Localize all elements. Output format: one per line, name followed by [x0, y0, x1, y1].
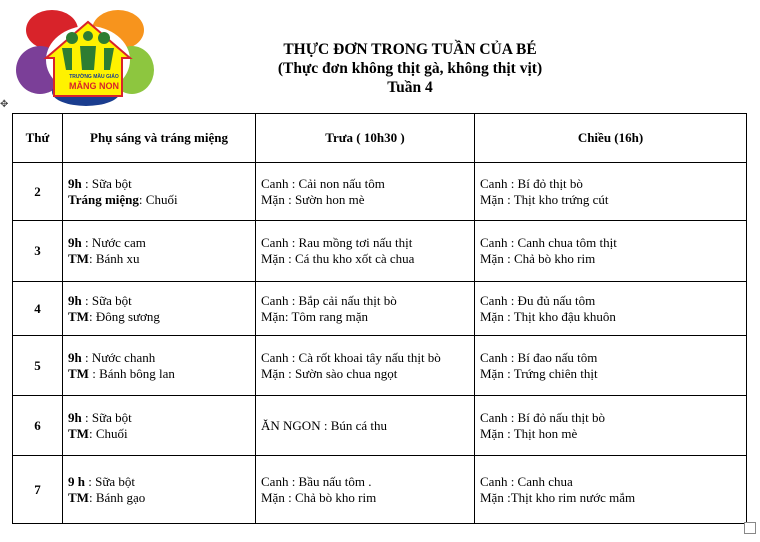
table-row: [13, 163, 747, 221]
title-line-3: Tuần 4: [387, 79, 433, 96]
header-lunch: Trưa ( 10h30 ): [256, 114, 475, 163]
morning-cell: 9 h : Sữa bột TM: Bánh gạo: [63, 456, 256, 524]
dinner-cell: Canh : Đu đủ nấu tôm Mặn : Thịt kho đậu khuôn: [475, 282, 747, 336]
lunch-cell: Canh : Bầu nấu tôm . Mặn : Chả bò kho rim: [256, 456, 475, 524]
lunch-cell: Canh : Cà rốt khoai tây nấu thịt bò Mặn : Sườn sào chua ngọt: [256, 336, 475, 396]
table-row: [13, 282, 747, 336]
logo-school-line: TRƯỜNG MẦU GIÁO: [69, 74, 119, 80]
header-dinner: Chiều (16h): [475, 114, 747, 163]
table-header-row: [13, 114, 747, 163]
dinner-cell: Canh : Canh chua tôm thịt Mặn : Chả bò kho rim: [475, 221, 747, 282]
day-cell: 7: [13, 456, 63, 524]
lunch-cell: Canh : Rau mồng tơi nấu thịt Mặn : Cá thu kho xốt cà chua: [256, 221, 475, 282]
header-morning: Phụ sáng và tráng miệng: [63, 114, 256, 163]
weekly-menu-table: [12, 113, 747, 524]
morning-cell: 9h : Sữa bột TM: Chuối: [63, 396, 256, 456]
day-cell: 2: [13, 163, 63, 221]
table-row: [13, 456, 747, 524]
dinner-cell: Canh : Bí đỏ nấu thịt bò Mặn : Thịt hon mè: [475, 396, 747, 456]
morning-cell: 9h : Nước cam TM: Bánh xu: [63, 221, 256, 282]
logo-school-name: MĂNG NON: [69, 81, 119, 91]
menu-title: [180, 40, 640, 97]
lunch-cell: Canh : Bắp cải nấu thịt bò Mặn: Tôm rang mặn: [256, 282, 475, 336]
title-line-1: THỰC ĐƠN TRONG TUẦN CỦA BÉ: [283, 41, 537, 58]
header-day: Thứ: [13, 114, 63, 163]
title-line-2: (Thực đơn không thịt gà, không thịt vịt): [277, 60, 543, 77]
logo-graphic: [14, 8, 156, 106]
day-cell: 3: [13, 221, 63, 282]
table-row: [13, 221, 747, 282]
table-row: [13, 336, 747, 396]
day-cell: 4: [13, 282, 63, 336]
day-cell: 5: [13, 336, 63, 396]
lunch-cell: Canh : Cải non nấu tôm Mặn : Sườn hon mè: [256, 163, 475, 221]
school-logo: [14, 8, 156, 106]
day-cell: 6: [13, 396, 63, 456]
dinner-cell: Canh : Canh chua Mặn :Thịt kho rim nước mắm: [475, 456, 747, 524]
morning-cell: 9h : Sữa bột TM: Đông sương: [63, 282, 256, 336]
morning-cell: 9h : Nước chanh TM : Bánh bông lan: [63, 336, 256, 396]
dinner-cell: Canh : Bí đỏ thịt bò Mặn : Thịt kho trứng cút: [475, 163, 747, 221]
table-move-handle-icon[interactable]: ✥: [0, 99, 9, 110]
dinner-cell: Canh : Bí đao nấu tôm Mặn : Trứng chiên thịt: [475, 336, 747, 396]
table-resize-handle[interactable]: [744, 522, 756, 534]
lunch-cell: ĂN NGON : Bún cá thu: [256, 396, 475, 456]
morning-cell: 9h : Sữa bột Tráng miệng: Chuối: [63, 163, 256, 221]
table-row: [13, 396, 747, 456]
